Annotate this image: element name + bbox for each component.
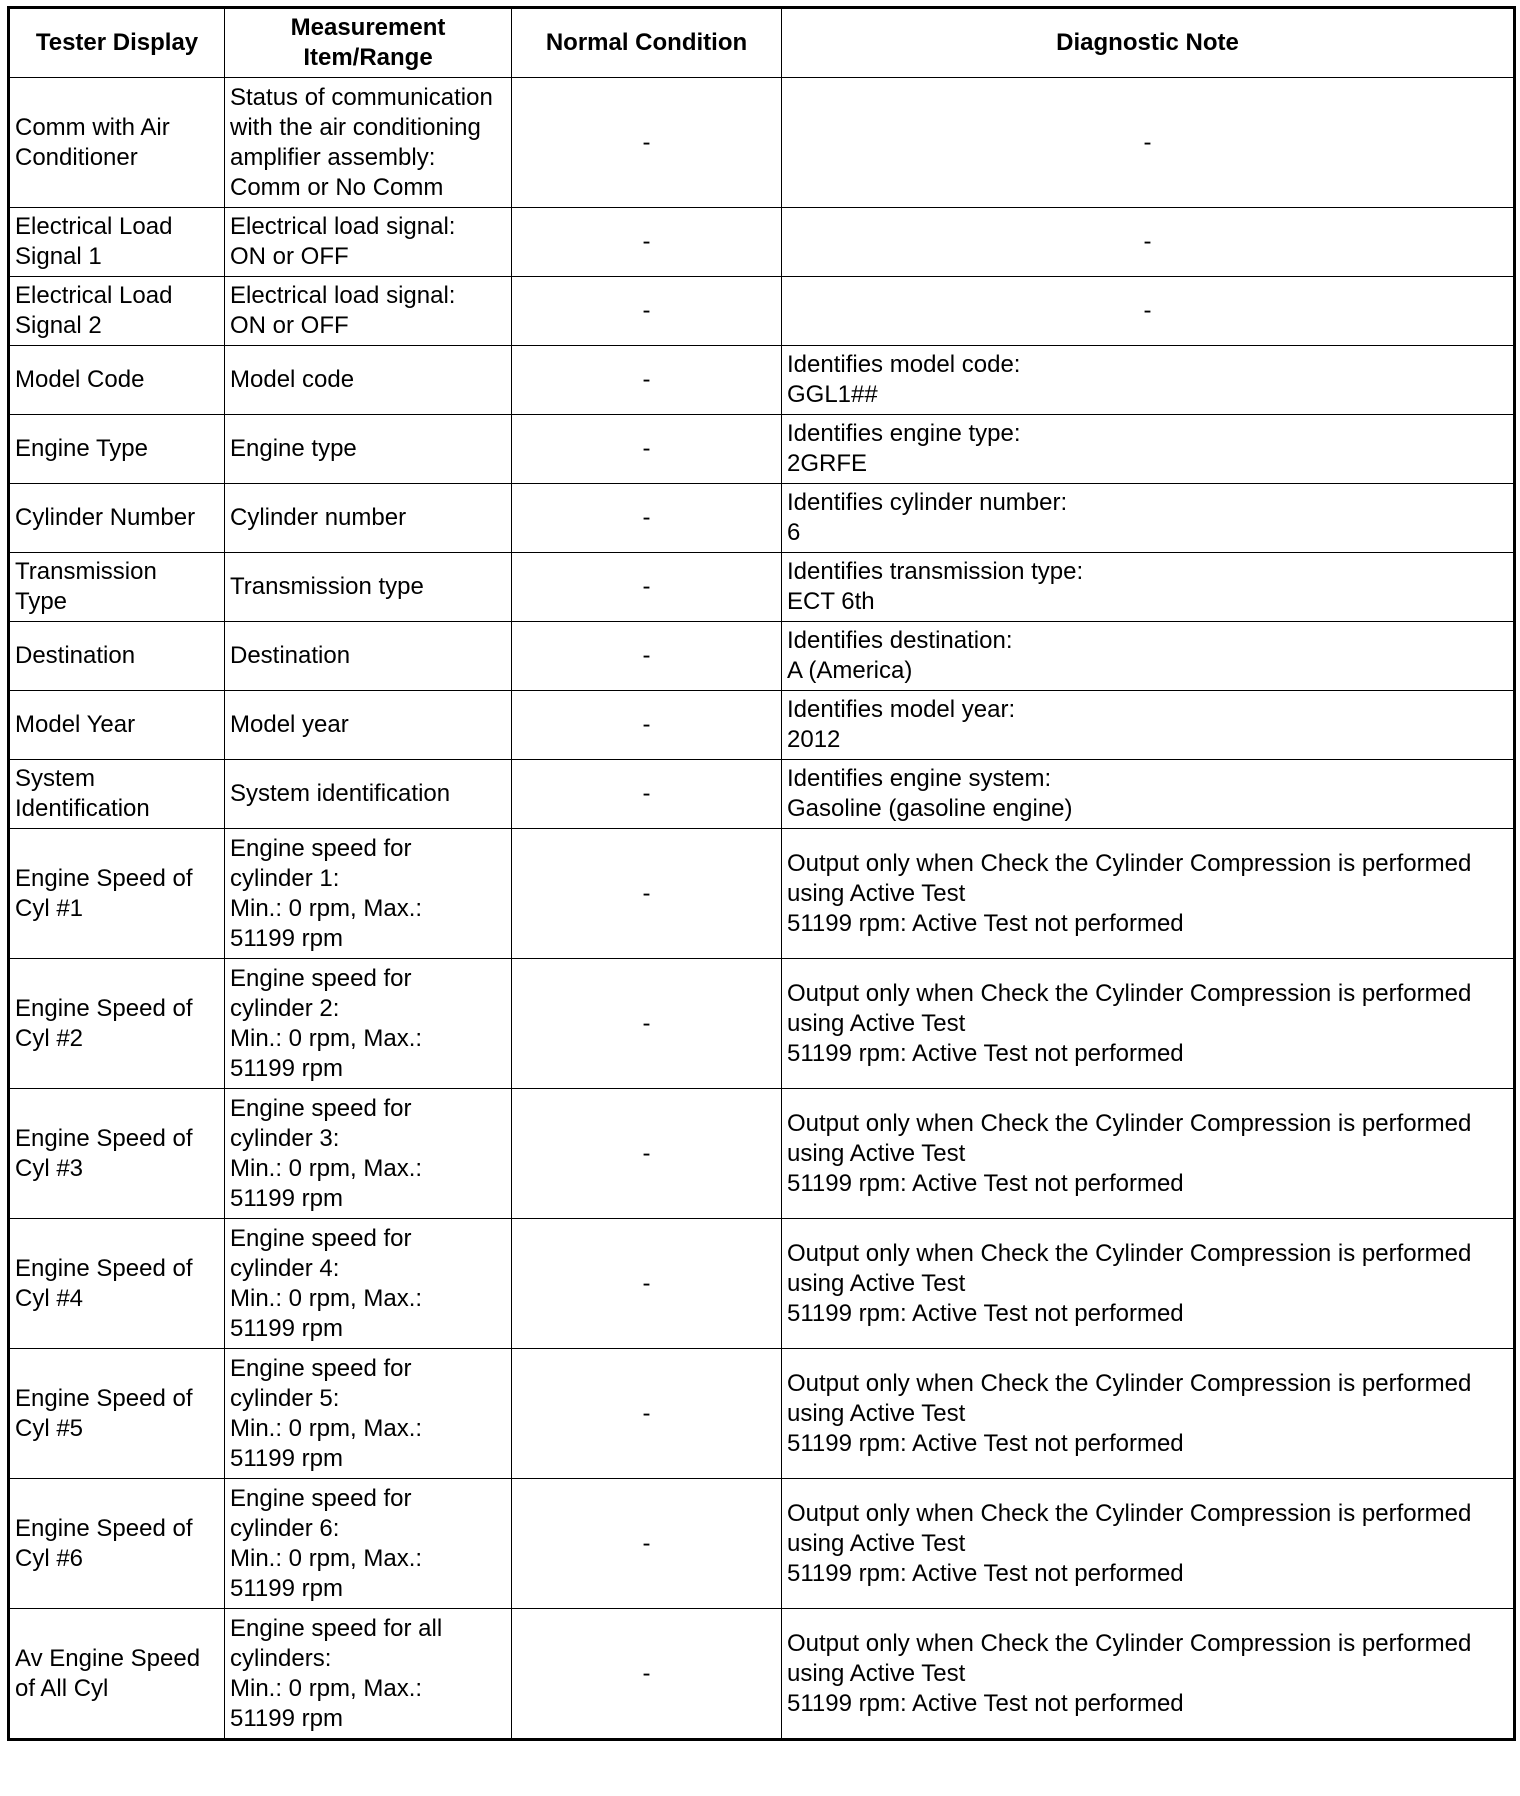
cell-tester-display: [9, 1089, 225, 1219]
cell-normal-condition: [512, 829, 782, 959]
cell-normal-condition: [512, 78, 782, 208]
cell-tester-display: [9, 1609, 225, 1740]
cell-diagnostic-note: [782, 553, 1515, 622]
cell-measurement: [225, 208, 512, 277]
cell-text: Electrical load signal: ON or OFF: [230, 213, 456, 270]
table-row: [9, 760, 1515, 829]
cell-tester-display: [9, 277, 225, 346]
table-row: [9, 415, 1515, 484]
cell-text: Identifies cylinder number: 6: [787, 489, 1068, 546]
cell-text: -: [1143, 228, 1152, 255]
cell-normal-condition: [512, 1089, 782, 1219]
table-row: [9, 277, 1515, 346]
cell-diagnostic-note: [782, 760, 1515, 829]
cell-measurement: [225, 1089, 512, 1219]
cell-tester-display: [9, 691, 225, 760]
cell-diagnostic-note: [782, 1479, 1515, 1609]
header-diagnostic-note: [782, 8, 1515, 78]
cell-normal-condition: [512, 484, 782, 553]
cell-text: Engine Speed of Cyl #2: [15, 994, 193, 1052]
cell-text: -: [642, 1269, 651, 1297]
cell-text: -: [642, 504, 651, 531]
cell-text: -: [642, 642, 651, 669]
cell-text: Engine speed for all cylinders: Min.: 0 rpm, Max.: 51199 rpm: [230, 1614, 443, 1732]
cell-text: -: [642, 573, 651, 600]
cell-tester-display: [9, 78, 225, 208]
cell-tester-display: [9, 415, 225, 484]
header-tester-display-label: Tester Display: [35, 29, 199, 56]
cell-measurement: [225, 1349, 512, 1479]
cell-diagnostic-note: [782, 691, 1515, 760]
cell-diagnostic-note: [782, 959, 1515, 1089]
cell-measurement: [225, 277, 512, 346]
cell-text: Cylinder Number: [15, 504, 196, 531]
data-list-table: [7, 6, 1516, 1741]
header-measurement-label: Measurement Item/Range: [290, 14, 446, 71]
table-row: [9, 346, 1515, 415]
cell-diagnostic-note: [782, 1219, 1515, 1349]
cell-text: -: [642, 1659, 651, 1687]
header-normal-condition-label: Normal Condition: [545, 29, 748, 56]
cell-text: -: [642, 711, 651, 738]
cell-tester-display: [9, 959, 225, 1089]
cell-text: -: [642, 228, 651, 255]
cell-normal-condition: [512, 415, 782, 484]
cell-text: Identifies engine system: Gasoline (gasoline engine): [787, 765, 1073, 822]
cell-text: -: [642, 1399, 651, 1427]
table-row: [9, 622, 1515, 691]
cell-normal-condition: [512, 760, 782, 829]
header-normal-condition: [512, 8, 782, 78]
cell-diagnostic-note: [782, 208, 1515, 277]
cell-text: -: [642, 435, 651, 462]
cell-normal-condition: [512, 553, 782, 622]
cell-text: Model year: [230, 711, 349, 738]
cell-tester-display: [9, 760, 225, 829]
cell-text: Comm with Air Conditioner: [15, 113, 170, 171]
cell-text: Engine Speed of Cyl #5: [15, 1384, 193, 1442]
header-measurement: [225, 8, 512, 78]
cell-text: -: [1143, 128, 1152, 156]
table-row: [9, 1089, 1515, 1219]
cell-normal-condition: [512, 1349, 782, 1479]
table-row: [9, 691, 1515, 760]
cell-text: -: [642, 297, 651, 324]
cell-text: Engine speed for cylinder 2: Min.: 0 rpm, Max.: 51199 rpm: [230, 964, 423, 1082]
cell-normal-condition: [512, 1609, 782, 1740]
table-row: [9, 829, 1515, 959]
cell-normal-condition: [512, 346, 782, 415]
cell-measurement: [225, 484, 512, 553]
cell-text: Engine type: [230, 435, 357, 462]
table-row: [9, 1479, 1515, 1609]
cell-diagnostic-note: [782, 78, 1515, 208]
cell-text: Identifies engine type: 2GRFE: [787, 420, 1021, 477]
cell-text: -: [642, 780, 651, 807]
cell-diagnostic-note: [782, 622, 1515, 691]
cell-text: Output only when Check the Cylinder Compression is performed using Active Test 51199 rpm: Active Test not performed: [787, 1629, 1472, 1717]
table-row: [9, 208, 1515, 277]
cell-diagnostic-note: [782, 277, 1515, 346]
cell-text: Engine Speed of Cyl #6: [15, 1514, 193, 1572]
table-row: [9, 484, 1515, 553]
cell-diagnostic-note: [782, 829, 1515, 959]
cell-normal-condition: [512, 208, 782, 277]
cell-measurement: [225, 78, 512, 208]
cell-text: Engine Type: [15, 435, 148, 462]
cell-text: Model code: [230, 366, 355, 393]
cell-text: -: [642, 1139, 651, 1167]
cell-text: Output only when Check the Cylinder Compression is performed using Active Test 51199 rpm: Active Test not performed: [787, 1499, 1472, 1587]
cell-measurement: [225, 553, 512, 622]
cell-text: -: [642, 1529, 651, 1557]
cell-text: -: [642, 366, 651, 393]
cell-text: Engine speed for cylinder 6: Min.: 0 rpm, Max.: 51199 rpm: [230, 1484, 423, 1602]
cell-text: Engine Speed of Cyl #1: [15, 864, 193, 922]
cell-tester-display: [9, 829, 225, 959]
cell-text: Engine Speed of Cyl #4: [15, 1254, 193, 1312]
cell-text: -: [642, 128, 651, 156]
cell-text: Electrical load signal: ON or OFF: [230, 282, 456, 339]
cell-text: System Identification: [15, 765, 150, 822]
table-row: [9, 1219, 1515, 1349]
cell-text: Engine Speed of Cyl #3: [15, 1124, 193, 1182]
cell-text: Identifies model code: GGL1##: [787, 351, 1021, 408]
cell-measurement: [225, 760, 512, 829]
table-row: [9, 1349, 1515, 1479]
cell-tester-display: [9, 622, 225, 691]
cell-diagnostic-note: [782, 1609, 1515, 1740]
cell-text: Engine speed for cylinder 5: Min.: 0 rpm, Max.: 51199 rpm: [230, 1354, 423, 1472]
cell-measurement: [225, 691, 512, 760]
cell-text: Engine speed for cylinder 3: Min.: 0 rpm, Max.: 51199 rpm: [230, 1094, 423, 1212]
header-diagnostic-note-label: Diagnostic Note: [1056, 29, 1239, 56]
cell-text: Transmission type: [230, 573, 424, 600]
cell-normal-condition: [512, 1479, 782, 1609]
cell-tester-display: [9, 1479, 225, 1609]
cell-tester-display: [9, 1219, 225, 1349]
cell-text: System identification: [230, 780, 451, 807]
cell-text: Output only when Check the Cylinder Compression is performed using Active Test 51199 rpm: Active Test not performed: [787, 1109, 1472, 1197]
cell-diagnostic-note: [782, 415, 1515, 484]
cell-text: Electrical Load Signal 2: [15, 282, 173, 339]
cell-diagnostic-note: [782, 484, 1515, 553]
cell-measurement: [225, 959, 512, 1089]
cell-tester-display: [9, 553, 225, 622]
cell-tester-display: [9, 208, 225, 277]
cell-tester-display: [9, 1349, 225, 1479]
cell-measurement: [225, 346, 512, 415]
cell-measurement: [225, 829, 512, 959]
cell-normal-condition: [512, 959, 782, 1089]
cell-text: Model Code: [15, 366, 145, 393]
cell-text: Identifies model year: 2012: [787, 696, 1016, 753]
cell-text: Status of communication with the air conditioning amplifier assembly: Comm or No Comm: [230, 83, 493, 201]
cell-text: -: [642, 879, 651, 907]
cell-diagnostic-note: [782, 346, 1515, 415]
cell-tester-display: [9, 346, 225, 415]
cell-measurement: [225, 1479, 512, 1609]
cell-text: Output only when Check the Cylinder Compression is performed using Active Test 51199 rpm: Active Test not performed: [787, 1239, 1472, 1327]
cell-normal-condition: [512, 691, 782, 760]
cell-text: Output only when Check the Cylinder Compression is performed using Active Test 51199 rpm: Active Test not performed: [787, 979, 1472, 1067]
cell-diagnostic-note: [782, 1349, 1515, 1479]
cell-text: Destination: [230, 642, 351, 669]
cell-text: Identifies destination: A (America): [787, 627, 1013, 684]
cell-text: Engine speed for cylinder 4: Min.: 0 rpm, Max.: 51199 rpm: [230, 1224, 423, 1342]
cell-measurement: [225, 622, 512, 691]
cell-diagnostic-note: [782, 1089, 1515, 1219]
header-tester-display: [9, 8, 225, 78]
table-row: [9, 1609, 1515, 1740]
cell-tester-display: [9, 484, 225, 553]
cell-text: Model Year: [15, 711, 136, 738]
cell-measurement: [225, 415, 512, 484]
cell-text: Output only when Check the Cylinder Compression is performed using Active Test 51199 rpm: Active Test not performed: [787, 849, 1472, 937]
cell-normal-condition: [512, 1219, 782, 1349]
cell-text: Engine speed for cylinder 1: Min.: 0 rpm, Max.: 51199 rpm: [230, 834, 423, 952]
cell-text: -: [1143, 297, 1152, 324]
header-row: [9, 8, 1515, 78]
cell-text: Electrical Load Signal 1: [15, 213, 173, 270]
cell-measurement: [225, 1219, 512, 1349]
cell-text: Destination: [15, 642, 136, 669]
cell-text: Av Engine Speed of All Cyl: [15, 1644, 201, 1702]
cell-text: Identifies transmission type: ECT 6th: [787, 558, 1084, 615]
cell-text: Cylinder number: [230, 504, 407, 531]
table-row: [9, 78, 1515, 208]
cell-normal-condition: [512, 277, 782, 346]
cell-measurement: [225, 1609, 512, 1740]
table-row: [9, 959, 1515, 1089]
table-row: [9, 553, 1515, 622]
cell-text: -: [642, 1009, 651, 1037]
cell-text: Transmission Type: [15, 558, 157, 615]
cell-text: Output only when Check the Cylinder Compression is performed using Active Test 51199 rpm: Active Test not performed: [787, 1369, 1472, 1457]
cell-normal-condition: [512, 622, 782, 691]
